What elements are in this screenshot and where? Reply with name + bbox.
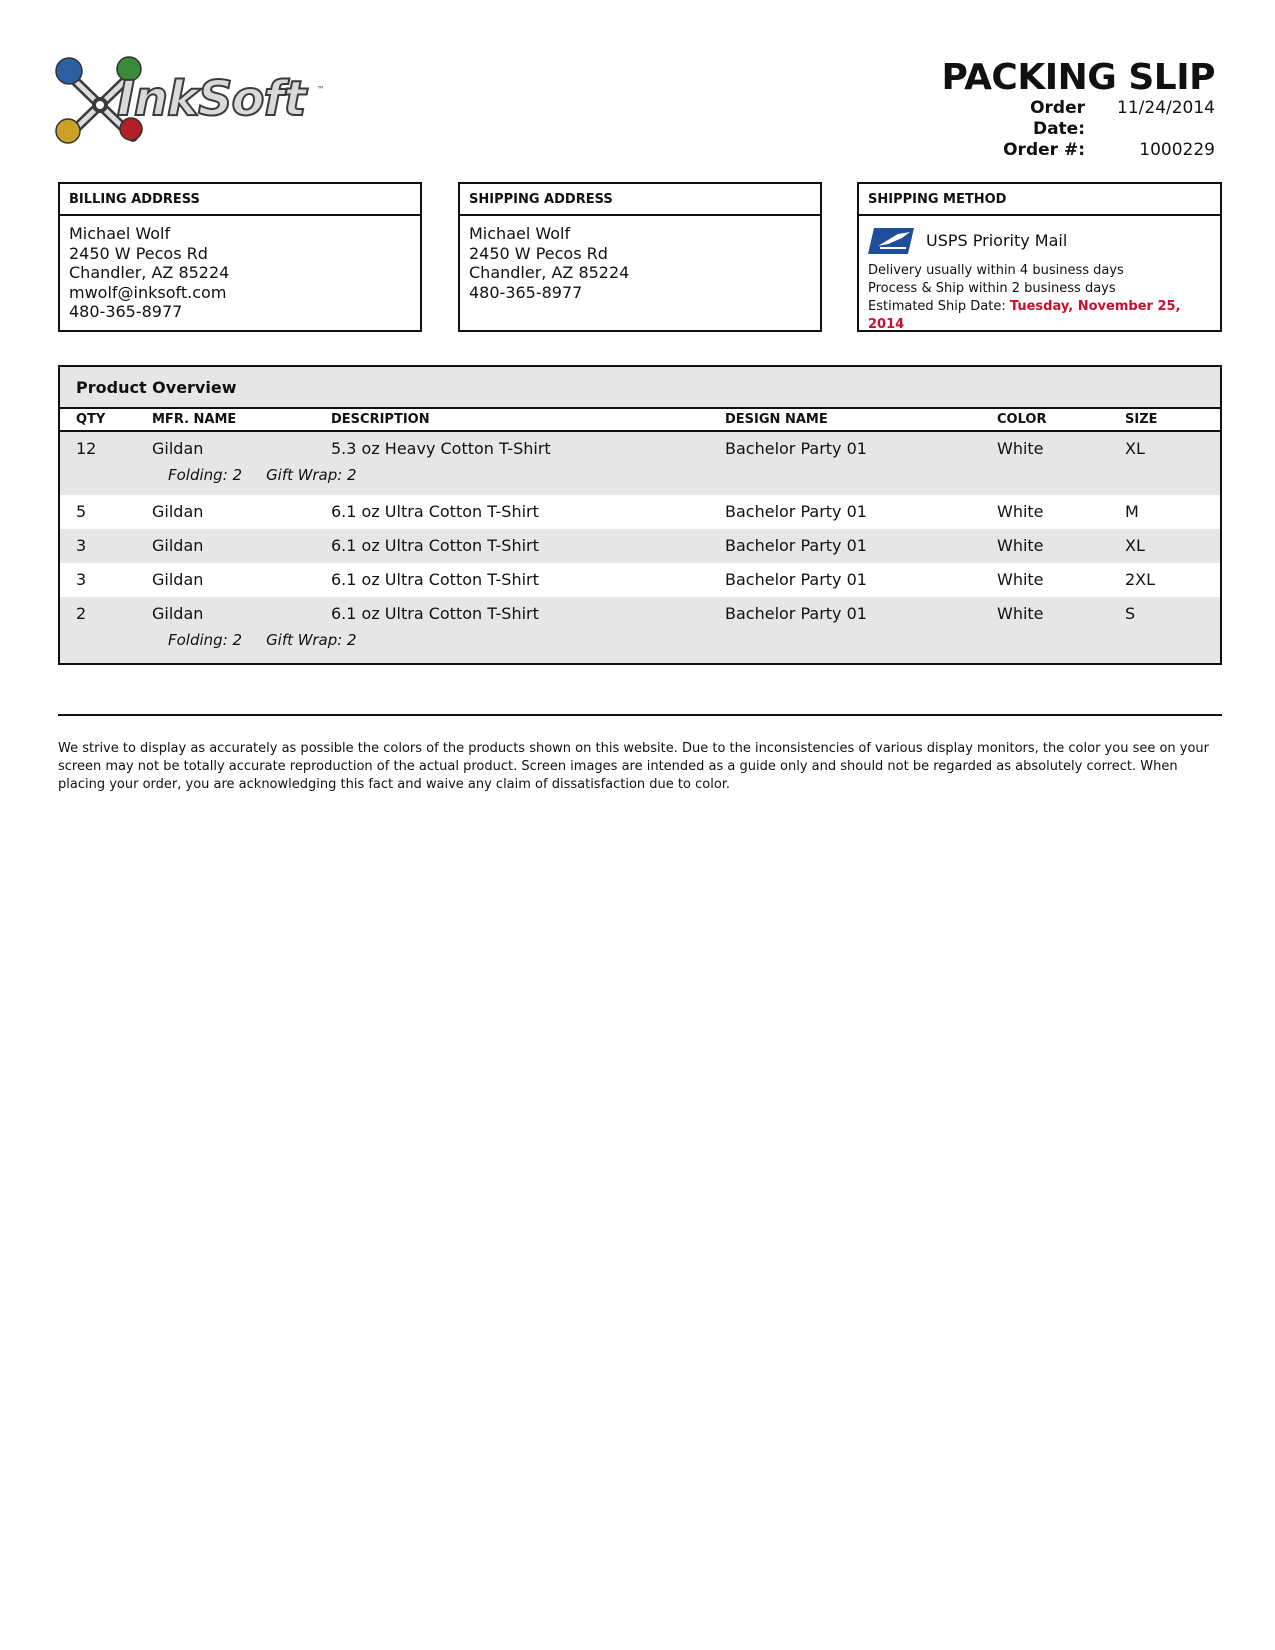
product-overview-table — [58, 365, 1222, 665]
trademark-mark: ™ — [317, 85, 325, 94]
cell-design: Bachelor Party 01 — [725, 536, 867, 555]
shipping-street: 2450 W Pecos Rd — [469, 243, 608, 263]
estimated-ship-date-value: Tuesday, November 25, 2014 — [868, 299, 1181, 332]
cell-size: 2XL — [1125, 570, 1156, 589]
column-header-design: DESIGN NAME — [725, 412, 828, 427]
shipping-city: Chandler, AZ 85224 — [469, 263, 630, 282]
order-number-row — [941, 140, 1215, 161]
shipping-phone: 480-365-8977 — [469, 282, 583, 302]
document-header — [941, 58, 1215, 161]
logo-wordmark: InkSoft — [117, 71, 306, 127]
process-time: Process & Ship within 2 business days — [868, 281, 1116, 296]
cell-description: 6.1 oz Ultra Cotton T-Shirt — [331, 604, 539, 623]
cell-qty: 3 — [76, 536, 87, 555]
billing-email: mwolf@inksoft.com — [69, 282, 227, 302]
billing-address-body — [60, 216, 420, 330]
shipping-method-box — [857, 182, 1222, 332]
shipping-method-heading: SHIPPING METHOD — [859, 184, 1220, 216]
cell-design: Bachelor Party 01 — [725, 439, 867, 458]
estimated-ship-date — [868, 298, 1211, 334]
shipping-method-line — [868, 226, 1211, 256]
order-date-value: 11/24/2014 — [1117, 98, 1215, 118]
inksoft-logo — [55, 55, 325, 150]
order-date-row — [941, 98, 1215, 140]
cell-qty: 2 — [76, 604, 87, 623]
table-header — [60, 409, 1220, 432]
table-row — [60, 432, 1220, 495]
shipping-address-body — [460, 216, 820, 310]
billing-city: Chandler, AZ 85224 — [69, 263, 230, 282]
usps-eagle-icon — [868, 226, 914, 256]
order-number-label: Order #: — [1003, 140, 1085, 160]
folding-option: Folding: 2 — [168, 631, 243, 649]
table-row — [60, 495, 1220, 529]
row-options — [60, 466, 1220, 495]
color-disclaimer: We strive to display as accurately as possible the colors of the products shown on this website. Due to the inconsistencies of various display monitors, the color you see on your screen may not be totally accurate reproduction of the actual product. Screen images are intended as a guide only and should not be regarded as absolutely correct. When placing your order, you are acknowledging this fact and waive any claim of dissatisfaction due to color. — [58, 741, 1210, 792]
table-row-main — [60, 597, 1220, 631]
cell-mfr: Gildan — [152, 604, 204, 623]
gift-wrap-option: Gift Wrap: 2 — [266, 631, 357, 649]
cell-size: M — [1125, 502, 1139, 521]
table-row-main — [60, 432, 1220, 466]
table-row — [60, 529, 1220, 563]
shipping-address-heading: SHIPPING ADDRESS — [460, 184, 820, 216]
billing-street: 2450 W Pecos Rd — [69, 243, 208, 263]
estimated-ship-date-label: Estimated Ship Date: — [868, 299, 1006, 314]
billing-address-box — [58, 182, 422, 332]
cell-description: 6.1 oz Ultra Cotton T-Shirt — [331, 570, 539, 589]
order-date-label: Order Date: — [1030, 98, 1085, 139]
cell-qty: 3 — [76, 570, 87, 589]
column-header-color: COLOR — [997, 412, 1047, 427]
column-header-size: SIZE — [1125, 412, 1158, 427]
cell-color: White — [997, 536, 1044, 555]
cell-mfr: Gildan — [152, 570, 204, 589]
order-number-value: 1000229 — [1139, 140, 1215, 160]
row-options — [60, 631, 1220, 660]
cell-size: XL — [1125, 536, 1145, 555]
gift-wrap-option: Gift Wrap: 2 — [266, 466, 357, 484]
cell-mfr: Gildan — [152, 439, 204, 458]
cell-qty: 5 — [76, 502, 87, 521]
folding-option: Folding: 2 — [168, 466, 243, 484]
billing-address-heading: BILLING ADDRESS — [60, 184, 420, 216]
product-overview-title: Product Overview — [60, 367, 1220, 409]
cell-description: 6.1 oz Ultra Cotton T-Shirt — [331, 502, 539, 521]
billing-name: Michael Wolf — [69, 224, 171, 243]
cell-size: S — [1125, 604, 1136, 623]
shipping-method-body — [859, 216, 1220, 342]
cell-mfr: Gildan — [152, 536, 204, 555]
shipping-method-name: USPS Priority Mail — [926, 231, 1068, 251]
cell-size: XL — [1125, 439, 1145, 458]
column-header-mfr: MFR. NAME — [152, 412, 237, 427]
shipping-name: Michael Wolf — [469, 224, 571, 243]
cell-description: 5.3 oz Heavy Cotton T-Shirt — [331, 439, 551, 458]
delivery-estimate: Delivery usually within 4 business days — [868, 263, 1124, 278]
shipping-address-box — [458, 182, 822, 332]
cell-mfr: Gildan — [152, 502, 204, 521]
column-header-description: DESCRIPTION — [331, 412, 430, 427]
cell-design: Bachelor Party 01 — [725, 604, 867, 623]
cell-description: 6.1 oz Ultra Cotton T-Shirt — [331, 536, 539, 555]
cell-color: White — [997, 570, 1044, 589]
cell-design: Bachelor Party 01 — [725, 502, 867, 521]
billing-phone: 480-365-8977 — [69, 302, 183, 321]
cell-color: White — [997, 604, 1044, 623]
cell-color: White — [997, 439, 1044, 458]
cell-qty: 12 — [76, 439, 97, 458]
divider — [58, 714, 1222, 716]
cell-color: White — [997, 502, 1044, 521]
page-title: PACKING SLIP — [941, 57, 1215, 98]
table-row — [60, 597, 1220, 660]
cell-design: Bachelor Party 01 — [725, 570, 867, 589]
column-header-qty: QTY — [76, 412, 106, 427]
table-row — [60, 563, 1220, 597]
